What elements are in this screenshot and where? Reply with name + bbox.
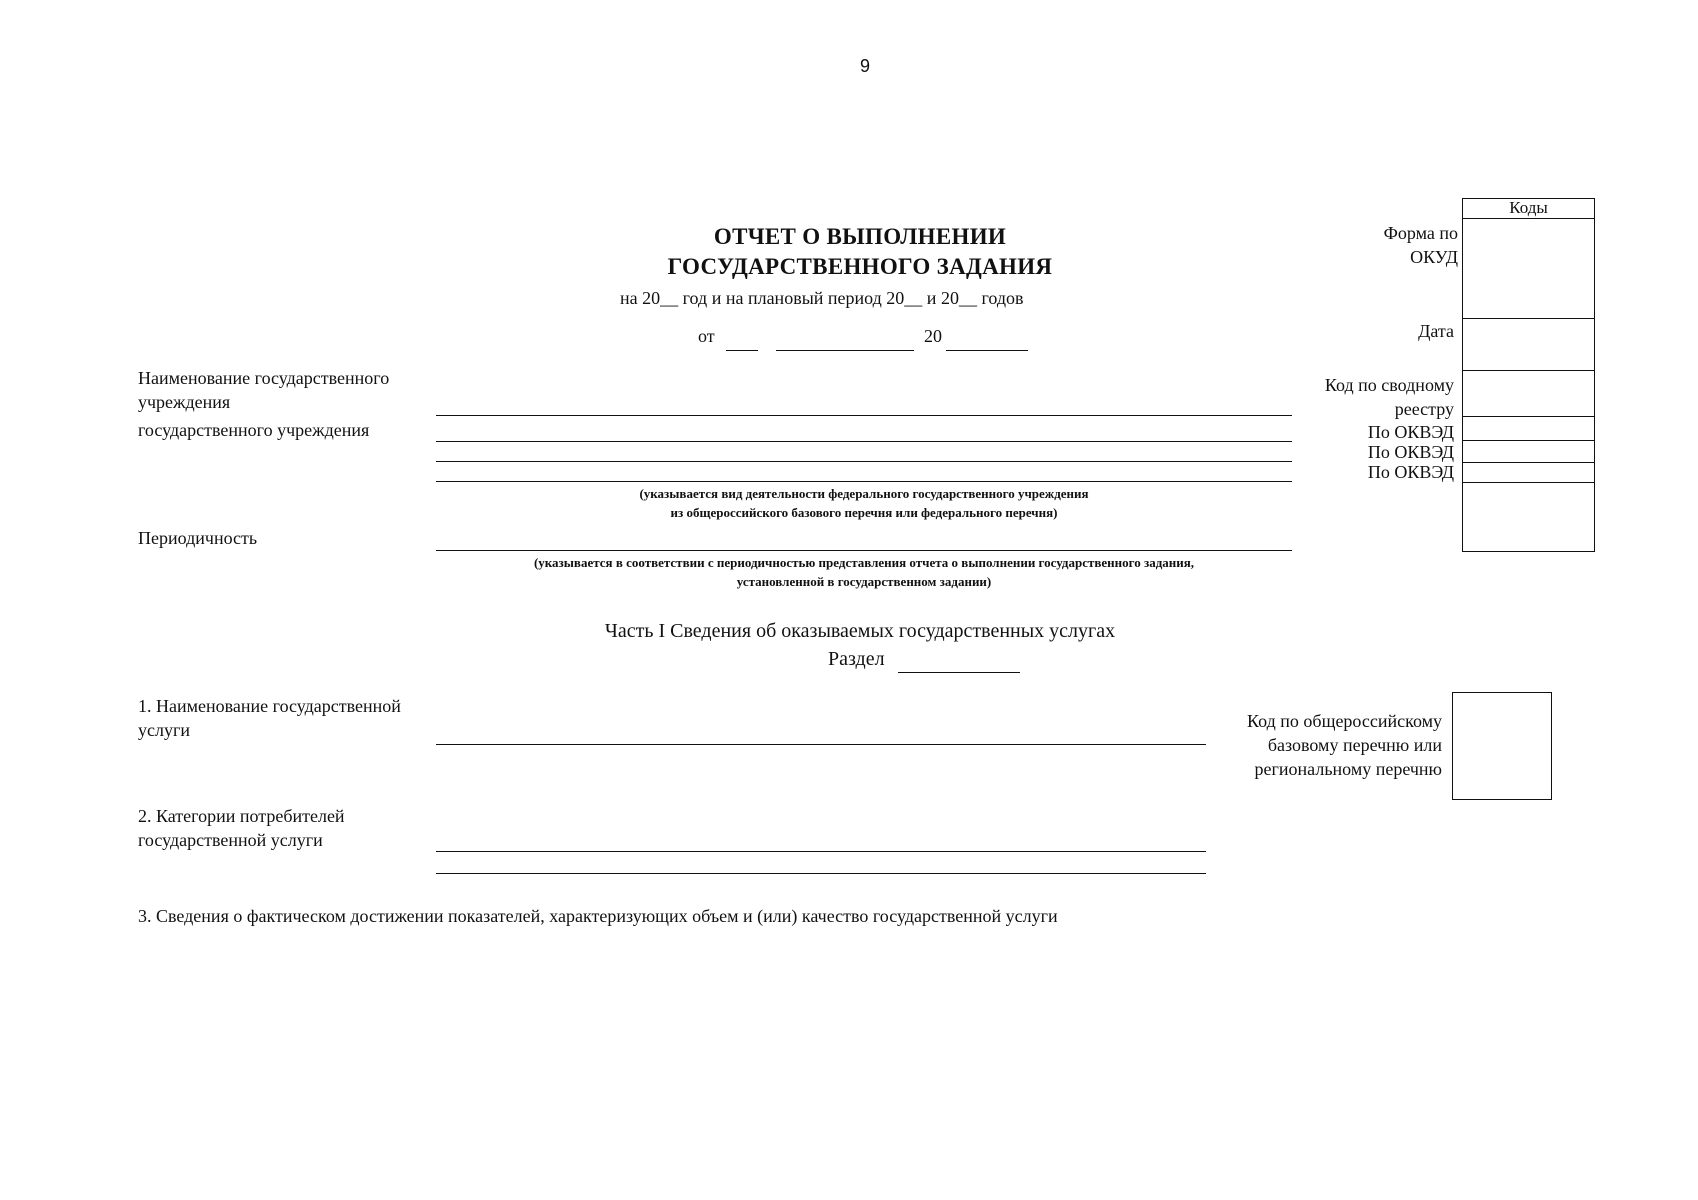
report-title-line-2: ГОСУДАРСТВЕННОГО ЗАДАНИЯ	[667, 254, 1053, 279]
consumers-line-1[interactable]	[436, 851, 1206, 852]
institution-name-label-2: учреждения	[138, 392, 231, 412]
report-title-line-1: ОТЧЕТ О ВЫПОЛНЕНИИ	[713, 224, 1007, 249]
codes-header-divider	[1462, 218, 1595, 219]
service-name-label-1: 1. Наименование государственной	[138, 696, 401, 716]
date-from-label: от	[698, 326, 715, 346]
date-month-blank[interactable]	[776, 350, 914, 351]
institution-name-line[interactable]	[436, 415, 1292, 416]
periodicity-note-2: установленной в государственном задании)	[736, 574, 992, 589]
section-label: Раздел	[828, 648, 885, 670]
consumers-line-2[interactable]	[436, 873, 1206, 874]
section-number-blank[interactable]	[898, 672, 1020, 673]
codes-header: Коды	[1509, 198, 1548, 217]
okved-label-1: По ОКВЭД	[1367, 422, 1454, 442]
codes-row-divider	[1462, 370, 1595, 371]
activity-type-line-3[interactable]	[436, 481, 1292, 482]
forma-po-label: Форма по	[1383, 223, 1458, 243]
periodicity-line[interactable]	[436, 550, 1292, 551]
activity-type-line-2[interactable]	[436, 461, 1292, 462]
okud-code-cell[interactable]	[1464, 220, 1593, 318]
service-name-label-2: услуги	[138, 720, 190, 740]
okved-code-cell-1[interactable]	[1464, 418, 1593, 440]
part-title: Часть I Сведения об оказываемых государственных услугах	[604, 620, 1116, 642]
codes-row-divider	[1462, 482, 1595, 483]
activity-type-label: государственного учреждения	[138, 420, 370, 440]
okved-code-cell-2[interactable]	[1464, 442, 1593, 462]
activity-type-line-1[interactable]	[436, 441, 1292, 442]
okved-label-2: По ОКВЭД	[1367, 442, 1454, 462]
indicators-heading: 3. Сведения о фактическом достижении показателей, характеризующих объем и (или) качество государственной услуги	[138, 906, 1058, 926]
codes-row-divider	[1462, 440, 1595, 441]
page-number: 9	[860, 56, 871, 76]
okved-label-3: По ОКВЭД	[1367, 462, 1454, 482]
institution-name-label-1: Наименование государственного	[138, 368, 390, 388]
codes-row-divider	[1462, 416, 1595, 417]
okved-code-cell-3[interactable]	[1464, 464, 1593, 482]
date-label: Дата	[1418, 321, 1454, 341]
base-list-code-label-3: региональному перечню	[1254, 759, 1442, 779]
date-code-cell[interactable]	[1464, 320, 1593, 370]
okud-label: ОКУД	[1410, 247, 1458, 267]
svodny-reestr-code-cell[interactable]	[1464, 372, 1593, 416]
periodicity-note-1: (указывается в соответствии с периодичностью представления отчета о выполнении государственного задания,	[533, 555, 1195, 570]
base-list-code-label-2: базовому перечню или	[1267, 735, 1442, 755]
periodicity-label: Периодичность	[138, 528, 258, 548]
consumers-label-2: государственной услуги	[138, 830, 323, 850]
activity-note-1: (указывается вид деятельности федерального государственного учреждения	[639, 486, 1089, 501]
svodny-reestr-label-2: реестру	[1394, 399, 1454, 419]
base-list-code-box[interactable]	[1452, 692, 1552, 800]
service-name-line[interactable]	[436, 744, 1206, 745]
report-period: на 20__ год и на плановый период 20__ и 20__ годов	[620, 288, 1024, 308]
date-year-blank[interactable]	[946, 350, 1028, 351]
codes-row-divider	[1462, 462, 1595, 463]
base-list-code-label-1: Код по общероссийскому	[1247, 711, 1442, 731]
consumers-label-1: 2. Категории потребителей	[138, 806, 345, 826]
svodny-reestr-label-1: Код по сводному	[1324, 375, 1454, 395]
date-day-blank[interactable]	[726, 350, 758, 351]
activity-note-2: из общероссийского базового перечня или федерального перечня)	[670, 505, 1058, 520]
date-year-prefix: 20	[924, 326, 942, 346]
codes-row-divider	[1462, 318, 1595, 319]
